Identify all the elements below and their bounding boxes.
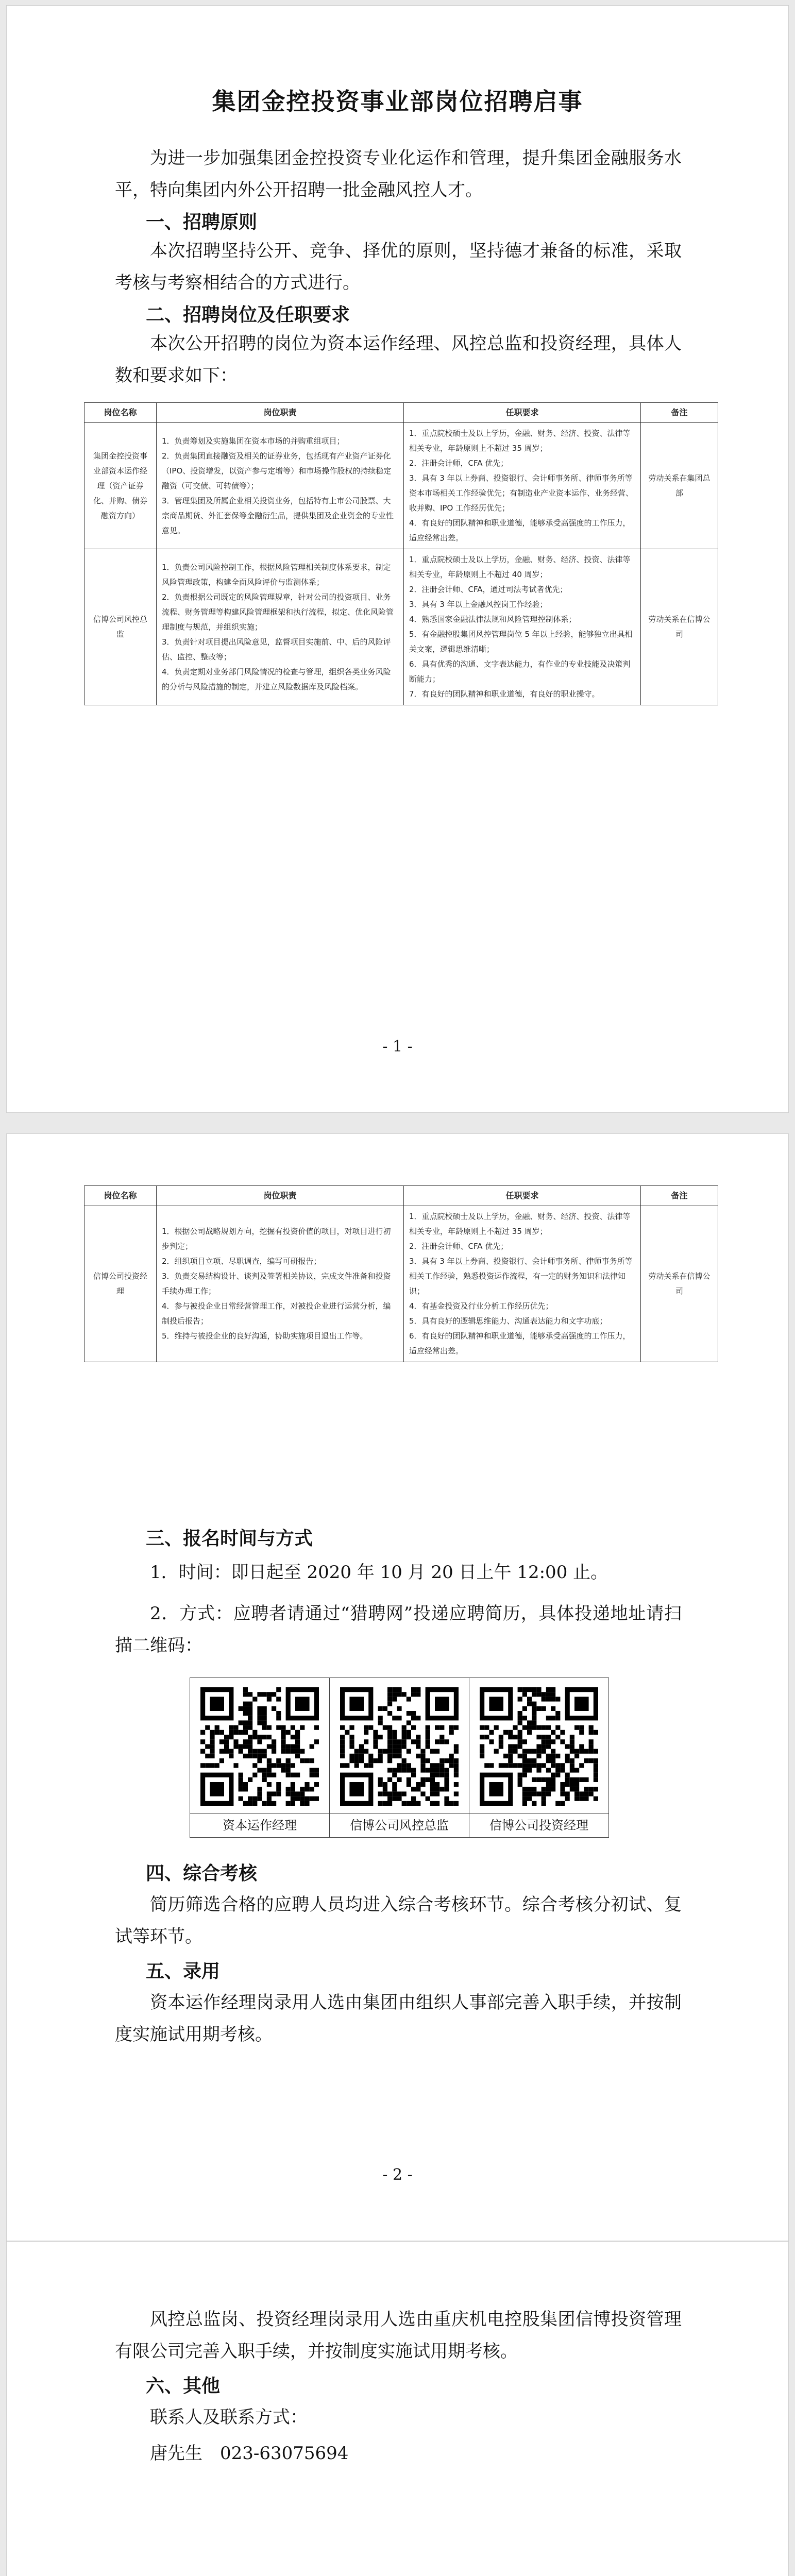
position-note: 劳动关系在信博公司 bbox=[641, 1206, 718, 1362]
duty-item: 1．负责公司风险控制工作，根据风险管理相关制度体系要求，制定风险管理政策，构建全面风险评价与监测体系； bbox=[162, 562, 391, 587]
document-title: 集团金控投资事业部岗位招聘启事 bbox=[212, 88, 583, 115]
page-number: - 2 - bbox=[382, 2166, 413, 2184]
position-note: 劳动关系在集团总部 bbox=[641, 423, 718, 549]
section-2-heading: 二、招聘岗位及任职要求 bbox=[146, 304, 350, 326]
section-4-body: 简历筛选合格的应聘人员均进入综合考核环节。综合考核分初试、复试等环节。 bbox=[115, 1894, 682, 1947]
qr-cell bbox=[330, 1678, 469, 1837]
requirement-item: 1．重点院校硕士及以上学历，金融、财务、经济、投资、法律等相关专业，年龄原则上不超过 40 周岁； bbox=[409, 555, 631, 579]
header-note: 备注 bbox=[641, 1186, 718, 1206]
requirement-item: 6．有良好的团队精神和职业道德，能够承受高强度的工作压力，适应经常出差。 bbox=[409, 1331, 631, 1355]
qr-caption: 信博公司投资经理 bbox=[469, 1813, 608, 1837]
requirement-item: 5．有金融控股集团风控管理岗位 5 年以上经验，能够独立出具相关文案，逻辑思维清晰； bbox=[409, 630, 633, 654]
position-name: 信博公司投资经理 bbox=[84, 1206, 157, 1362]
table-row bbox=[84, 549, 718, 705]
requirement-item: 1．重点院校硕士及以上学历，金融、财务、经济、投资、法律等相关专业，年龄原则上不超过 35 周岁； bbox=[409, 1212, 631, 1236]
duty-item: 1．负责筹划及实施集团在资本市场的并购重组项目； bbox=[162, 436, 345, 446]
duty-item: 2．负责集团直接融资及相关的证券业务，包括现有产业资产证券化（IPO、投资增发，以资产参与定增等）和市场操作股权的持续稳定融资（可交债、可转债等）； bbox=[162, 451, 392, 490]
table-row bbox=[84, 423, 718, 549]
qr-cell bbox=[469, 1678, 608, 1837]
qr-code-icon[interactable] bbox=[200, 1687, 319, 1806]
contact-label: 联系人及联系方式： bbox=[150, 2407, 308, 2428]
header-position: 岗位名称 bbox=[84, 403, 157, 423]
duty-item: 2．组织项目立项、尽职调查，编写可研报告； bbox=[162, 1257, 322, 1266]
duty-item: 3．负责交易结构设计、谈判及签署相关协议，完成文件准备和投资手续办理工作； bbox=[162, 1272, 391, 1296]
header-requirements: 任职要求 bbox=[404, 403, 641, 423]
table-row bbox=[84, 1206, 718, 1362]
requirement-item: 1．重点院校硕士及以上学历，金融、财务、经济、投资、法律等相关专业，年龄原则上不超过 35 周岁； bbox=[409, 429, 631, 453]
requirement-item: 4．有基金投资及行业分析工作经历优先； bbox=[409, 1301, 553, 1311]
section-2-body: 本次公开招聘的岗位为资本运作经理、风控总监和投资经理，具体人数和要求如下： bbox=[115, 333, 682, 386]
qr-code-icon[interactable] bbox=[340, 1687, 459, 1806]
position-requirements bbox=[404, 1206, 641, 1362]
requirement-item: 7．有良好的团队精神和职业道德，有良好的职业操守。 bbox=[409, 689, 600, 699]
position-duties bbox=[157, 1206, 404, 1362]
section-1-body: 本次招聘坚持公开、竞争、择优的原则，坚持德才兼备的标准，采取考核与考察相结合的方式进行。 bbox=[115, 241, 682, 293]
duty-item: 2．负责根据公司既定的风险管理规章，针对公司的投资项目、业务流程、财务管理等构建风险管理框架和执行流程，拟定、优化风险管理制度与规范，并组织实施； bbox=[162, 592, 394, 632]
requirement-item: 3．具有 3 年以上金融风控岗工作经验； bbox=[409, 600, 548, 609]
section-3-time: 1．时间：即日起至 2020 年 10 月 20 日上午 12:00 止。 bbox=[150, 1562, 608, 1583]
duty-item: 4．负责定期对业务部门风险情况的检查与管理，组织各类业务风险的分析与风险措施的制定，并建立风险数据库及风险档案。 bbox=[162, 667, 391, 691]
qr-caption: 信博公司风控总监 bbox=[330, 1813, 469, 1837]
section-4-heading: 四、综合考核 bbox=[146, 1862, 258, 1884]
section-5-continued: 风控总监岗、投资经理岗录用人选由重庆机电控股集团信博投资管理有限公司完善入职手续，并按制度实施试用期考核。 bbox=[115, 2309, 682, 2362]
header-duties: 岗位职责 bbox=[157, 403, 404, 423]
section-3-method: 2．方式：应聘者请通过“猎聘网”投递应聘简历，具体投递地址请扫描二维码： bbox=[115, 1603, 682, 1656]
position-requirements bbox=[404, 423, 641, 549]
contact-info: 唐先生 023-63075694 bbox=[150, 2443, 349, 2464]
duty-item: 1．根据公司战略规划方向，挖掘有投资价值的项目，对项目进行初步判定； bbox=[162, 1227, 391, 1251]
qr-code-icon[interactable] bbox=[480, 1687, 598, 1806]
qr-cell bbox=[190, 1678, 330, 1837]
qr-caption: 资本运作经理 bbox=[190, 1813, 329, 1837]
page-1 bbox=[6, 5, 789, 1113]
table-header-row bbox=[84, 1186, 718, 1206]
position-duties bbox=[157, 423, 404, 549]
requirement-item: 4．熟悉国家金融法律法规和风险管理控制体系； bbox=[409, 615, 577, 624]
intro-paragraph: 为进一步加强集团金控投资专业化运作和管理，提升集团金融服务水平，特向集团内外公开招聘一批金融风控人才。 bbox=[115, 148, 682, 200]
section-5-body: 资本运作经理岗录用人选由集团由组织人事部完善入职手续，并按制度实施试用期考核。 bbox=[115, 1992, 682, 2045]
position-name: 信博公司风控总监 bbox=[84, 549, 157, 705]
position-duties bbox=[157, 549, 404, 705]
duty-item: 3．负责针对项目提出风险意见，监督项目实施前、中、后的风险评估、监控、整改等； bbox=[162, 637, 391, 662]
requirement-item: 2．注册会计师、CFA，通过司法考试者优先； bbox=[409, 585, 568, 594]
table-header-row bbox=[84, 403, 718, 423]
position-requirements bbox=[404, 549, 641, 705]
page-2 bbox=[6, 1133, 789, 2241]
header-requirements: 任职要求 bbox=[404, 1186, 641, 1206]
requirement-item: 6．具有优秀的沟通、文字表达能力，有作业的专业技能及决策判断能力； bbox=[409, 659, 631, 684]
requirement-item: 4．有良好的团队精神和职业道德，能够承受高强度的工作压力，适应经常出差。 bbox=[409, 518, 631, 543]
position-name: 集团金控投资事业部资本运作经理（资产证券化、并购、债券融资方向） bbox=[84, 423, 157, 549]
requirement-item: 3．具有 3 年以上券商、投资银行、会计师事务所、律师事务所等资本市场相关工作经验优先；有制造业产业资本运作、业务经营、收并购、IPO 工作经历优先； bbox=[409, 473, 634, 513]
positions-table bbox=[84, 402, 718, 705]
header-position: 岗位名称 bbox=[84, 1186, 157, 1206]
header-duties: 岗位职责 bbox=[157, 1186, 404, 1206]
section-6-heading: 六、其他 bbox=[146, 2375, 221, 2397]
duty-item: 3．管理集团及所属企业相关投资业务，包括特有上市公司股票、大宗商品期货、外汇套保等金融衍生品，提供集团及企业资金的专业性意见。 bbox=[162, 496, 394, 535]
page-3 bbox=[6, 2241, 789, 2576]
duty-item: 4．参与被投企业日常经营管理工作，对被投企业进行运营分析，编制投后报告； bbox=[162, 1301, 391, 1326]
page-number: - 1 - bbox=[382, 1038, 413, 1056]
positions-table-continued bbox=[84, 1185, 718, 1362]
position-note: 劳动关系在信博公司 bbox=[641, 549, 718, 705]
requirement-item: 2．注册会计师，CFA 优先； bbox=[409, 459, 509, 468]
section-3-heading: 三、报名时间与方式 bbox=[146, 1528, 313, 1549]
section-1-heading: 一、招聘原则 bbox=[146, 211, 258, 233]
section-5-heading: 五、录用 bbox=[146, 1960, 221, 1982]
qr-code-table bbox=[190, 1677, 609, 1838]
header-note: 备注 bbox=[641, 403, 718, 423]
duty-item: 5．维持与被投企业的良好沟通，协助实施项目退出工作等。 bbox=[162, 1331, 368, 1341]
requirement-item: 2．注册会计师、CFA 优先； bbox=[409, 1242, 509, 1251]
requirement-item: 3．具有 3 年以上券商、投资银行、会计师事务所、律师事务所等相关工作经验，熟悉投资运作流程，有一定的财务知识和法律知识； bbox=[409, 1257, 633, 1296]
requirement-item: 5．具有良好的逻辑思维能力、沟通表达能力和文字功底； bbox=[409, 1316, 607, 1326]
